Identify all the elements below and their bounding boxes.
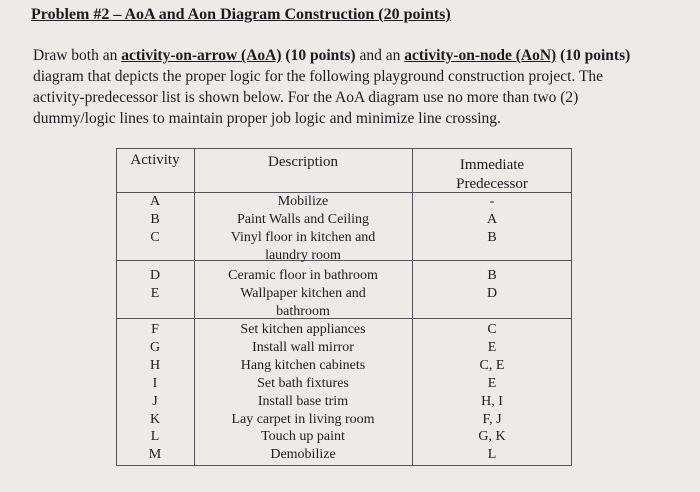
activity-predecessor: E bbox=[487, 339, 497, 355]
instructions-line-2: diagram that depicts the proper logic for the following playground construction project. The bbox=[33, 68, 604, 85]
header-description: Description bbox=[268, 154, 338, 170]
activity-predecessor: C, E bbox=[479, 357, 505, 373]
table-border bbox=[116, 148, 572, 149]
activity-cell-group-3 bbox=[116, 321, 194, 464]
activity-predecessor: B bbox=[487, 268, 497, 283]
description-cell-group-1 bbox=[194, 193, 412, 265]
text-segment: Draw both an bbox=[33, 47, 122, 64]
activity-predecessor: B bbox=[487, 229, 497, 245]
aon-points: (10 points) bbox=[560, 47, 631, 64]
activity-predecessor: - bbox=[489, 194, 495, 209]
activity-description: laundry room bbox=[265, 247, 341, 263]
instructions-line-3: activity-predecessor list is shown below. For the AoA diagram use no more than two (2) bbox=[33, 89, 579, 106]
activity-description: Demobilize bbox=[270, 447, 336, 463]
activity-description: Set kitchen appliances bbox=[240, 322, 366, 337]
description-cell-group-2 bbox=[194, 267, 412, 321]
activity-description: Install base trim bbox=[257, 393, 349, 409]
activity-id: F bbox=[151, 322, 159, 337]
aoa-term: activity-on-arrow (AoA) bbox=[121, 47, 282, 64]
table-border bbox=[116, 465, 572, 466]
activity-predecessor: E bbox=[487, 375, 497, 391]
instructions-line-4: dummy/logic lines to maintain proper job logic and minimize line crossing. bbox=[33, 110, 501, 127]
activity-description: Vinyl floor in kitchen and bbox=[230, 229, 376, 245]
activity-description: Mobilize bbox=[277, 194, 329, 209]
activity-description: Wallpaper kitchen and bbox=[240, 285, 366, 301]
header-activity: Activity bbox=[130, 152, 180, 168]
activity-predecessor: A bbox=[486, 211, 498, 227]
activity-id: J bbox=[152, 393, 158, 409]
activity-description: Set bath fixtures bbox=[257, 375, 349, 391]
activity-predecessor: C bbox=[487, 322, 497, 337]
header-predecessor-line-1: Immediate bbox=[459, 157, 525, 173]
header-predecessor bbox=[412, 156, 572, 194]
predecessor-cell-group-1 bbox=[412, 193, 572, 247]
description-cell-group-3 bbox=[194, 321, 412, 464]
activity-description: Hang kitchen cabinets bbox=[240, 357, 366, 373]
activity-id: M bbox=[148, 447, 162, 463]
header-predecessor-line-2: Predecessor bbox=[456, 176, 528, 192]
activity-predecessor: D bbox=[486, 285, 498, 301]
activity-id: D bbox=[149, 268, 161, 283]
activity-predecessor: L bbox=[487, 447, 497, 463]
predecessor-cell-group-3 bbox=[412, 321, 572, 464]
activity-cell-group-2 bbox=[116, 267, 194, 303]
activity-predecessor: G, K bbox=[478, 429, 506, 445]
activity-description: Install wall mirror bbox=[252, 339, 354, 355]
activity-id: C bbox=[150, 229, 160, 245]
activity-description: bathroom bbox=[276, 303, 330, 319]
activity-id: H bbox=[149, 357, 161, 373]
activity-description: Ceramic floor in bathroom bbox=[228, 268, 378, 283]
predecessor-cell-group-2 bbox=[412, 267, 572, 303]
activity-cell-group-1 bbox=[116, 193, 194, 247]
aoa-points: (10 points) bbox=[285, 47, 356, 64]
activity-id: L bbox=[150, 429, 160, 445]
activity-id: E bbox=[150, 285, 160, 301]
problem-title: Problem #2 – AoA and Aon Diagram Construction (20 points) bbox=[31, 6, 451, 23]
instructions-paragraph bbox=[33, 45, 683, 129]
activity-id: B bbox=[150, 211, 160, 227]
activity-description: Paint Walls and Ceiling bbox=[237, 211, 369, 227]
activity-id: I bbox=[152, 375, 158, 391]
activity-description: Lay carpet in living room bbox=[231, 411, 375, 427]
activity-id: K bbox=[149, 411, 161, 427]
activity-id: G bbox=[149, 339, 161, 355]
activity-table bbox=[116, 148, 572, 466]
instructions-line-1 bbox=[33, 45, 683, 66]
activity-description: Touch up paint bbox=[261, 429, 345, 445]
activity-id: A bbox=[149, 194, 161, 209]
activity-predecessor: H, I bbox=[481, 393, 503, 409]
activity-predecessor: F, J bbox=[482, 411, 502, 427]
aon-term: activity-on-node (AoN) bbox=[404, 47, 557, 64]
text-segment: and an bbox=[355, 47, 405, 64]
